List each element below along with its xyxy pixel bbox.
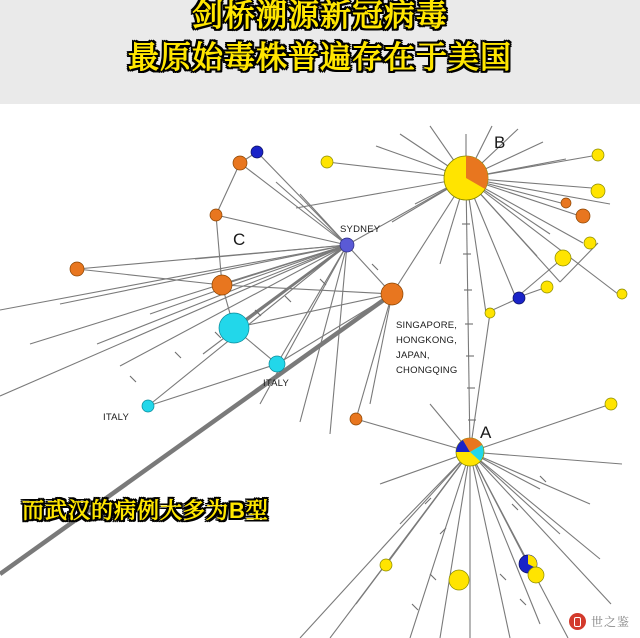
node-cyan-italy-2 [142, 400, 154, 412]
phylogenetic-network-figure [0, 104, 640, 638]
network-svg [0, 104, 640, 638]
node-orange-right-1 [561, 198, 571, 208]
node-blue-mid [513, 292, 525, 304]
node-yellow-low-1 [380, 559, 392, 571]
cluster-label-b: B [494, 133, 506, 152]
node-yellow-right-6 [617, 289, 627, 299]
node-cyan-large [219, 313, 249, 343]
city-label-italy-1: ITALY [263, 378, 289, 389]
node-a-hub [456, 438, 484, 466]
cluster-label-c: C [233, 230, 246, 249]
city-label-chongqing: CHONGQING [396, 365, 458, 376]
city-label-japan: JAPAN, [396, 350, 430, 361]
cluster-label-a: A [480, 423, 492, 442]
city-label-hongkong: HONGKONG, [396, 335, 457, 346]
node-yellow-right-4 [584, 237, 596, 249]
book-circle-icon [569, 613, 586, 630]
node-yellow-right-3 [555, 250, 571, 266]
banner-headline-2: 最原始毒株普遍存在于美国 [128, 40, 512, 75]
city-label-singapore: SINGAPORE, [396, 320, 458, 331]
node-yellow-right-5 [541, 281, 553, 293]
node-yellow-right-top2 [591, 184, 605, 198]
banner-headline-1: 剑桥溯源新冠病毒 [192, 0, 448, 33]
node-yellow-top-1 [321, 156, 333, 168]
node-orange-right-2 [576, 209, 590, 223]
node-orange-4 [233, 156, 247, 170]
node-sydney [340, 238, 354, 252]
city-label-sydney: SYDNEY [340, 224, 381, 235]
node-orange-mid-low [350, 413, 362, 425]
node-yellow-low-2 [449, 570, 469, 590]
node-yellow-right-top [592, 149, 604, 161]
city-label-italy-2: ITALY [103, 412, 129, 423]
node-orange-3 [210, 209, 222, 221]
node-yellow-mid [485, 308, 495, 318]
overlay-caption: 而武汉的病例大多为B型 [22, 498, 269, 523]
node-orange-1 [212, 275, 232, 295]
watermark [569, 613, 630, 630]
watermark-text: 世之鉴 [590, 615, 630, 629]
node-blue-top [251, 146, 263, 158]
node-b-hub [444, 156, 488, 200]
node-cyan-italy [269, 356, 285, 372]
banner [0, 0, 640, 104]
node-c-hub [381, 283, 403, 305]
node-yellow-low-3 [528, 567, 544, 583]
node-orange-2 [70, 262, 84, 276]
node-yellow-right-7 [605, 398, 617, 410]
